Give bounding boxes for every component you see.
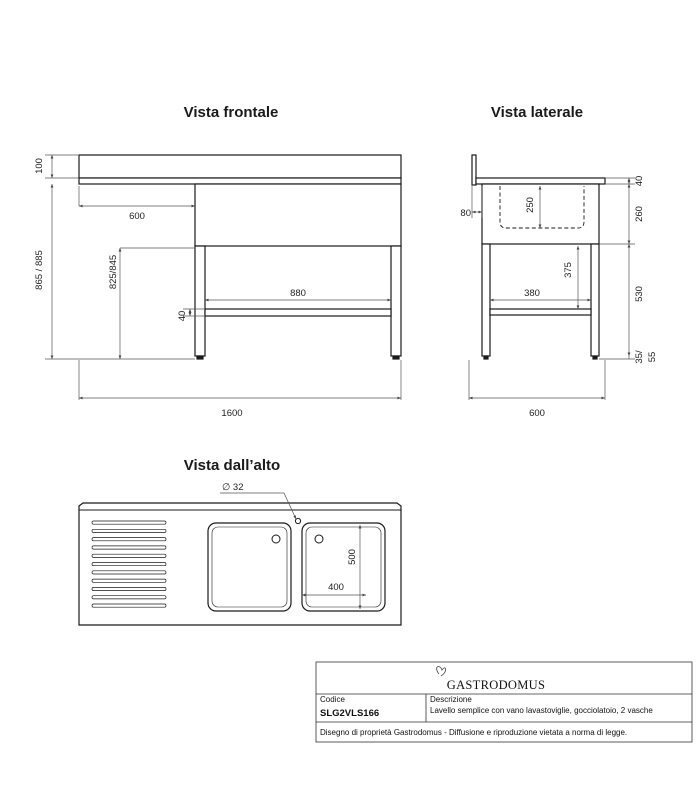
dim-front-shelf-thickness: 40 — [177, 310, 188, 322]
front-shelf — [205, 309, 391, 316]
front-worktop-edge — [79, 178, 401, 184]
dim-top-basin-depth: 500 — [347, 549, 358, 565]
dim-side-overhang: 80 — [460, 208, 471, 219]
descrizione-label: Descrizione — [430, 695, 472, 704]
dim-top-basin-width: 400 — [328, 582, 344, 593]
dim-side-shelf-width: 380 — [524, 288, 540, 299]
side-shelf — [490, 309, 591, 315]
dim-top-hole-diameter: ∅ 32 — [222, 482, 244, 493]
side-worktop — [476, 178, 605, 184]
side-rear-leg — [591, 244, 599, 356]
dim-side-feet-height-b: 55 — [647, 351, 658, 363]
side-front-foot — [484, 356, 488, 359]
title-block-footer: Disegno di proprietà Gastrodomus - Diffusione e riproduzione vietata a norma di legge. — [320, 728, 628, 737]
front-left-leg — [195, 246, 205, 356]
dim-side-upper-height: 260 — [634, 206, 645, 222]
dim-front-cabinet-width: 600 — [129, 211, 145, 222]
dim-side-total-depth: 600 — [529, 408, 545, 419]
dim-front-leg-height: 825/845 — [108, 254, 119, 290]
dim-front-shelf-width: 880 — [290, 288, 306, 299]
front-view-title: Vista frontale — [183, 104, 279, 121]
front-left-foot — [197, 356, 203, 359]
descrizione-value: Lavello semplice con vano lavastoviglie, gocciolatoio, 2 vasche — [430, 706, 653, 715]
top-view-title: Vista dall’alto — [183, 457, 281, 474]
dim-side-shelf-height: 375 — [563, 262, 574, 278]
side-rear-foot — [593, 356, 597, 359]
front-basin-cabinet — [195, 184, 401, 246]
dim-front-total-height: 865 / 885 — [34, 250, 45, 290]
dim-front-top-thickness: 100 — [34, 158, 45, 174]
side-view-title: Vista laterale — [490, 104, 584, 121]
dim-front-total-width: 1600 — [221, 408, 243, 419]
dim-side-feet-height-a: 35/ — [634, 350, 645, 364]
front-right-leg — [391, 246, 401, 356]
dim-side-lower-height: 530 — [634, 286, 645, 302]
side-front-leg — [482, 244, 490, 356]
top-right-basin — [302, 523, 385, 611]
brand-name: GASTRODOMUS — [446, 678, 546, 692]
front-view — [79, 155, 401, 359]
side-backsplash — [472, 155, 476, 185]
side-view — [472, 155, 605, 359]
front-right-foot — [393, 356, 399, 359]
codice-label: Codice — [320, 695, 345, 704]
dim-side-top-thickness: 40 — [634, 175, 645, 187]
codice-value: SLG2VLS166 — [320, 708, 380, 719]
dim-side-basin-depth: 250 — [525, 197, 536, 213]
front-worktop — [79, 155, 401, 178]
